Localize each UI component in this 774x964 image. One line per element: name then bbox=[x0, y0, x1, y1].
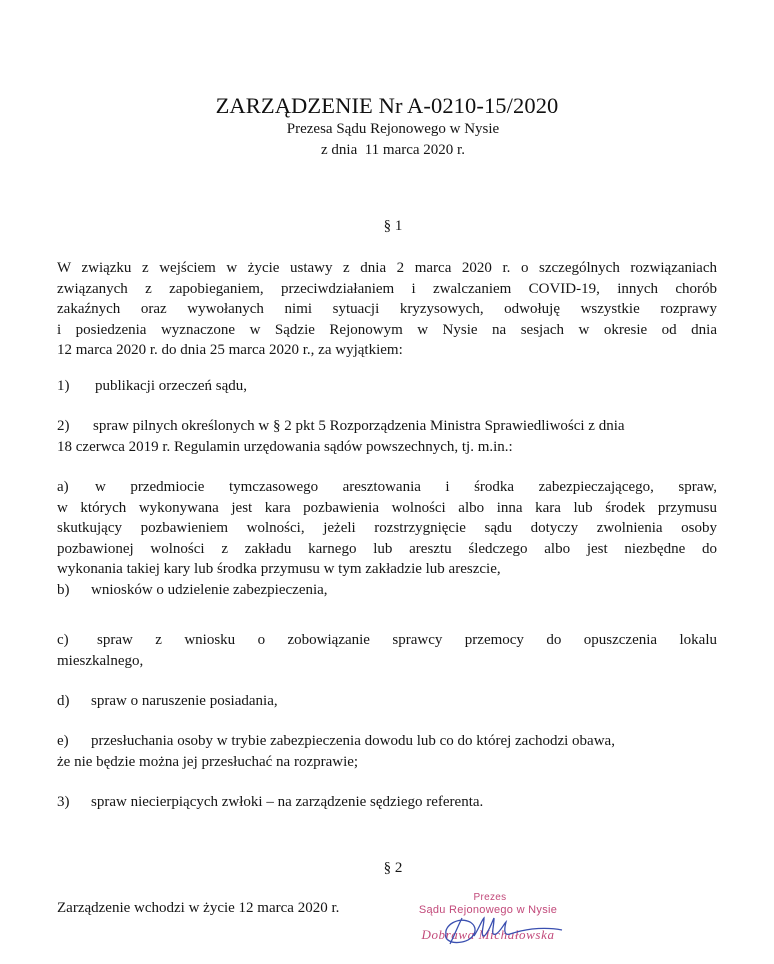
list-item-3 bbox=[57, 792, 717, 813]
list-item-1 bbox=[57, 376, 717, 397]
list-item-text: spraw z wniosku o zobowiązanie sprawcy przemocy do opuszczenia lokalu bbox=[97, 632, 717, 648]
issuer-line: Prezesa Sądu Rejonowego w Nysie bbox=[286, 121, 500, 137]
list-item-text: że nie będzie można jej przesłuchać na rozprawie; bbox=[57, 753, 359, 770]
list-item-text: wykonania takiej kary lub środka przymusu w tym zakładzie lub areszcie, bbox=[57, 561, 501, 577]
list-item-text: przesłuchania osoby w trybie zabezpieczenia dowodu lub co do której zachodzi obawa, bbox=[91, 733, 615, 749]
intro-line: związanych z zapobieganiem, przeciwdziałaniem i zwalczaniem COVID-19, innych chorób bbox=[57, 280, 717, 297]
list-item-text: 18 czerwca 2019 r. Regulamin urzędowania sądów powszechnych, tj. m.in.: bbox=[57, 438, 513, 455]
document-title: ZARZĄDZENIE Nr A-0210-15/2020 bbox=[215, 93, 559, 118]
list-item-text: w przedmiocie tymczasowego aresztowania i środka zabezpieczającego, spraw, bbox=[95, 479, 717, 495]
subitem-d bbox=[57, 691, 717, 712]
list-marker: 1) bbox=[57, 378, 70, 394]
intro-line: W związku z wejściem w życie ustawy z dnia 2 marca 2020 r. o szczególnych rozwiązaniach bbox=[57, 260, 717, 276]
list-marker: a) bbox=[57, 479, 69, 495]
list-marker: 3) bbox=[57, 794, 70, 810]
stamp-title: Prezes bbox=[473, 892, 507, 903]
list-marker: c) bbox=[57, 632, 69, 648]
list-item-text: pozbawionej wolności z zakładu karnego lub aresztu śledczego albo jest niezbędne do bbox=[57, 540, 717, 557]
intro-line: zakaźnych oraz wywołanych nimi sytuacji kryzysowych, odwołuję wszystkie rozprawy bbox=[57, 301, 717, 317]
list-item-text: w których wykonywana jest kara pozbawienia wolności albo inna kara lub środek przymusu bbox=[57, 499, 717, 516]
section-1-heading: § 1 bbox=[383, 218, 403, 234]
subitem-b bbox=[57, 580, 717, 601]
intro-paragraph bbox=[57, 258, 717, 361]
intro-line: 12 marca 2020 r. do dnia 25 marca 2020 r., za wyjątkiem: bbox=[57, 342, 403, 358]
handwritten-signature-icon bbox=[440, 912, 570, 948]
stamp-court: Sądu Rejonowego w Nysie bbox=[418, 904, 558, 916]
subitem-e bbox=[57, 731, 717, 772]
list-marker: e) bbox=[57, 733, 69, 749]
list-item-text: spraw niecierpiących zwłoki – na zarządzenie sędziego referenta. bbox=[91, 794, 484, 810]
subitem-c bbox=[57, 630, 717, 671]
list-item-2 bbox=[57, 416, 717, 457]
document-date: z dnia 11 marca 2020 r. bbox=[321, 142, 465, 158]
list-item-text: spraw o naruszenie posiadania, bbox=[91, 693, 278, 709]
list-item-text: publikacji orzeczeń sądu, bbox=[95, 378, 248, 394]
section-2-heading: § 2 bbox=[383, 860, 403, 876]
list-marker: d) bbox=[57, 693, 70, 709]
list-item-text: spraw pilnych określonych w § 2 pkt 5 Rozporządzenia Ministra Sprawiedliwości z dnia bbox=[93, 418, 625, 434]
intro-line: i posiedzenia wyznaczone w Sądzie Rejonowym w Nysie na sesjach w okresie od dnia bbox=[57, 321, 717, 338]
list-item-text: skutkujący pozbawieniem wolności, jeżeli rozstrzygnięcie sądu dotyczy zwolnienia osoby bbox=[57, 520, 717, 536]
stamp-name: Dobrawa Michałowska bbox=[421, 927, 555, 942]
list-item-text: mieszkalnego, bbox=[57, 652, 144, 669]
effective-date-text: Zarządzenie wchodzi w życie 12 marca 2020 r. bbox=[57, 900, 340, 916]
list-marker: b) bbox=[57, 582, 70, 598]
list-marker: 2) bbox=[57, 418, 70, 434]
subitem-a bbox=[57, 477, 717, 580]
list-item-text: wniosków o udzielenie zabezpieczenia, bbox=[91, 582, 328, 598]
